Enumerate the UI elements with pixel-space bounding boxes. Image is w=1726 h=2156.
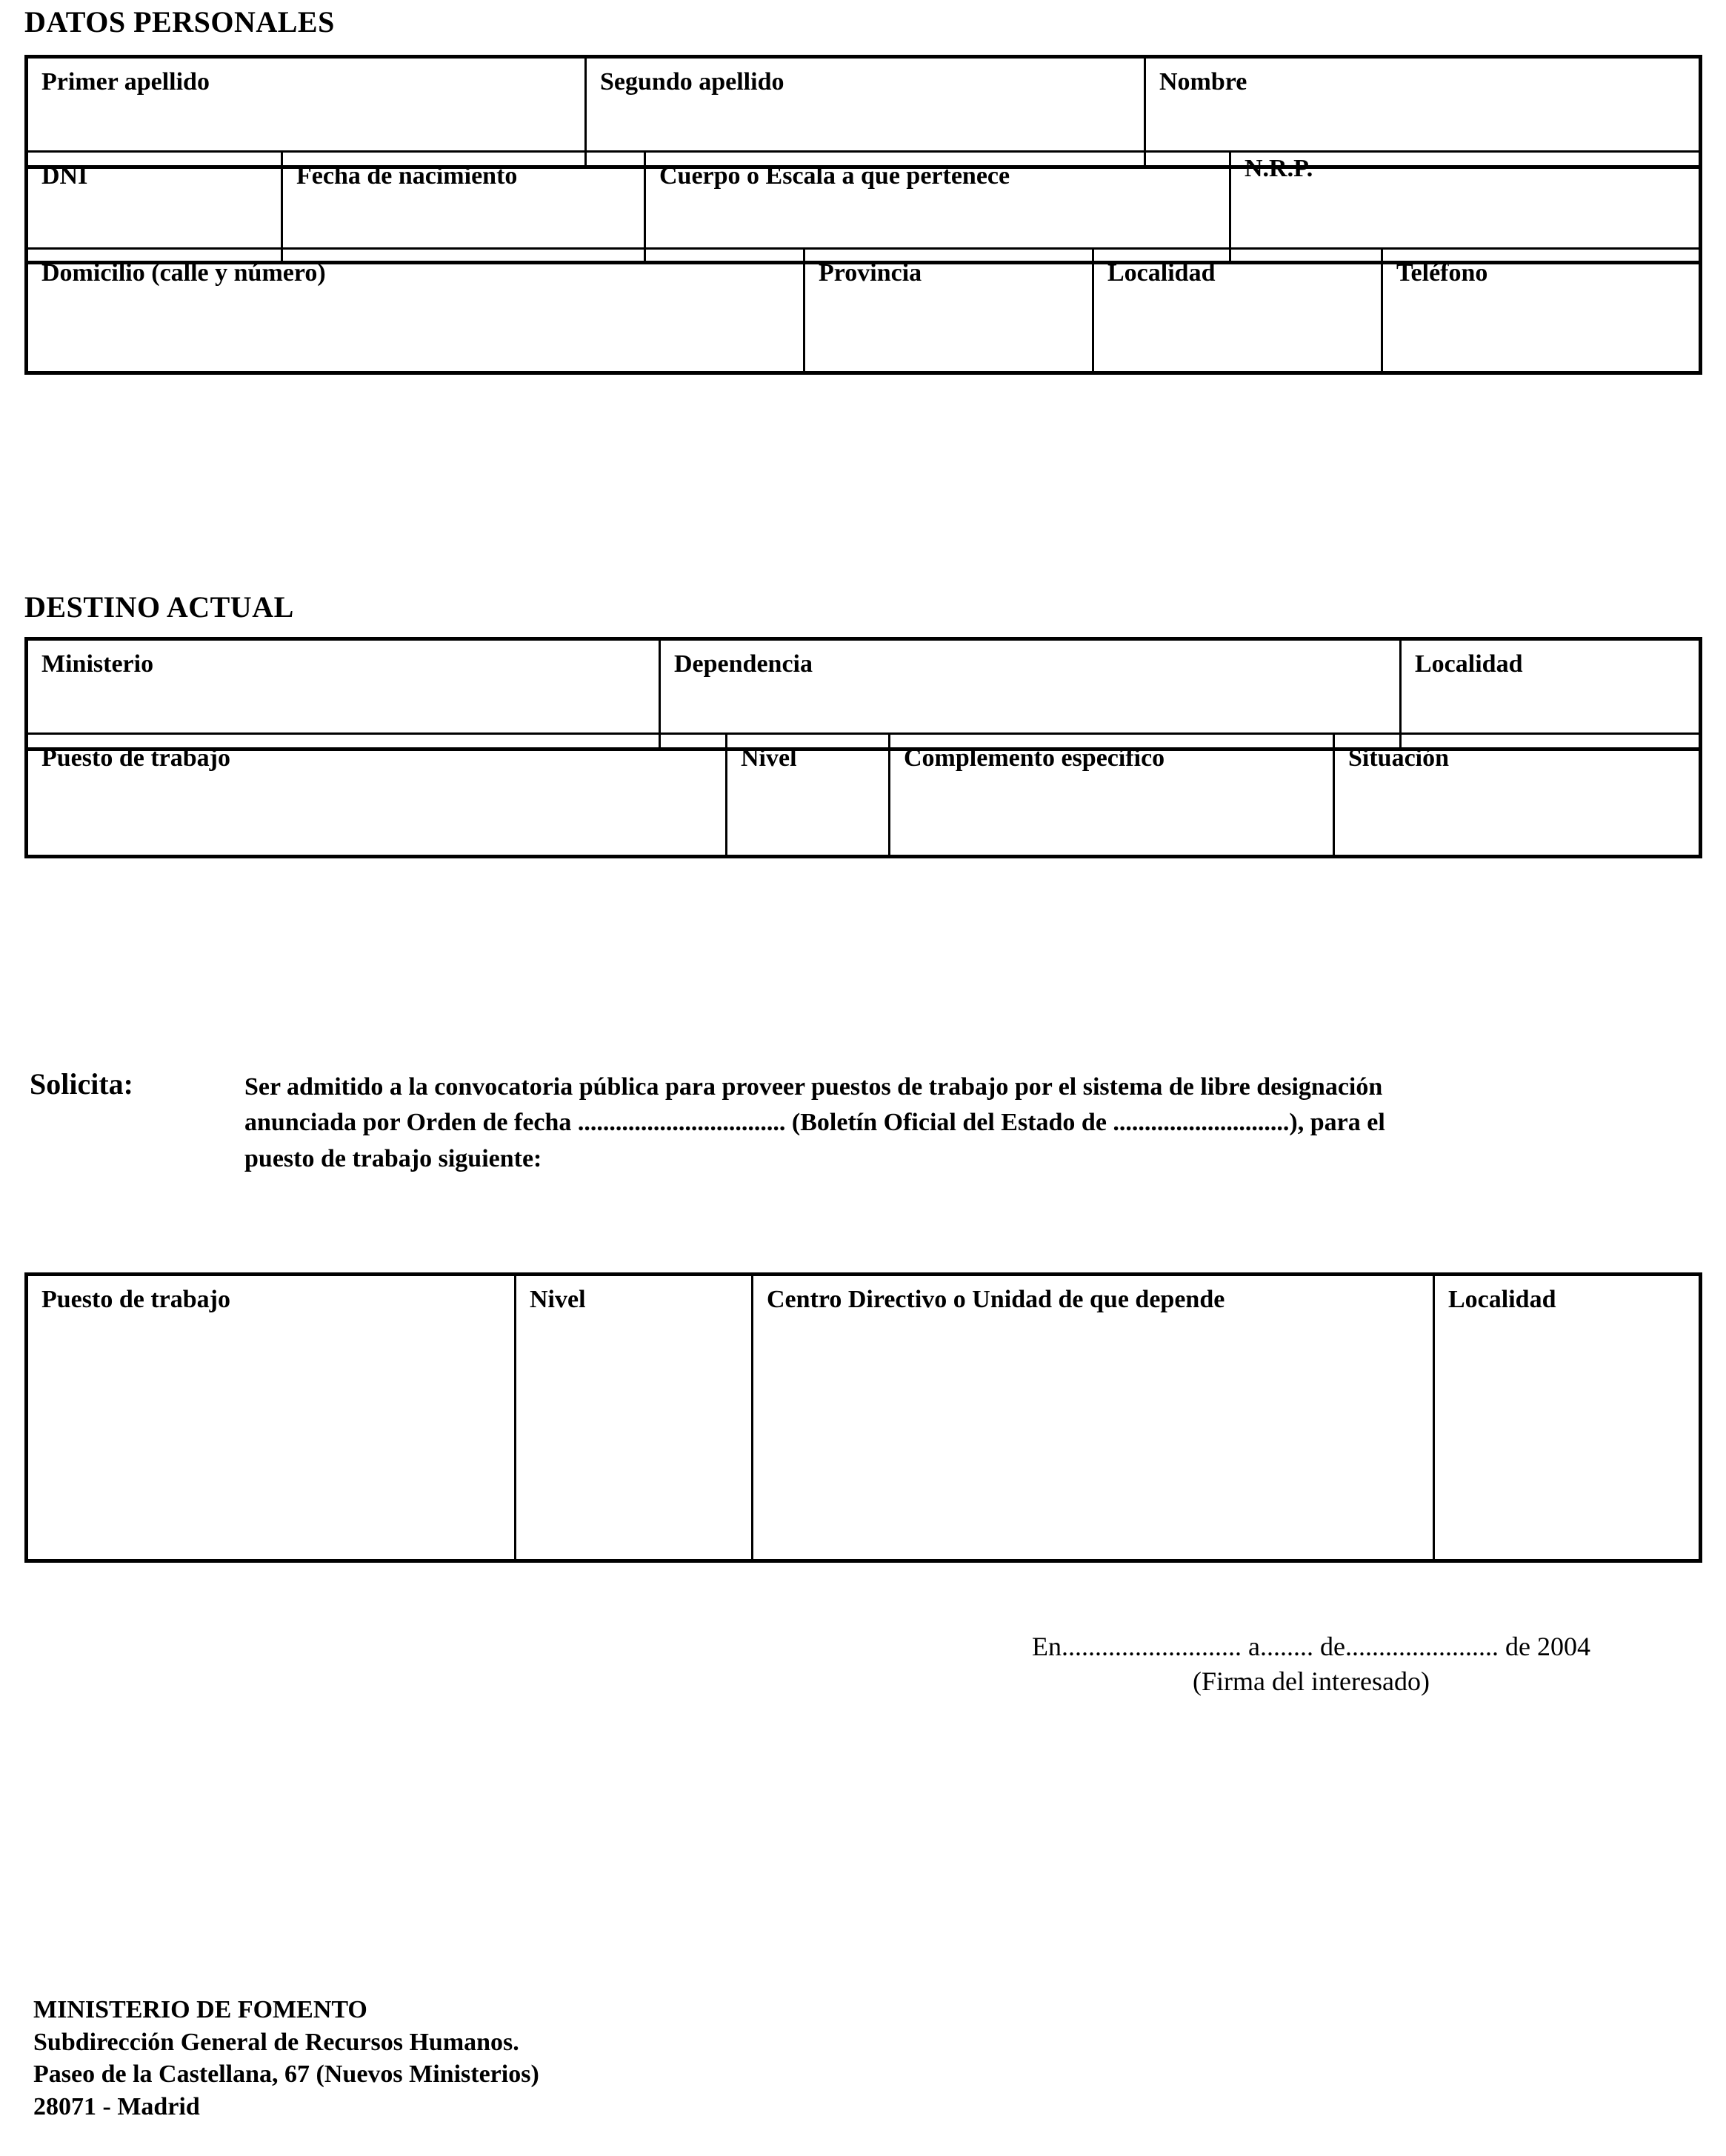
solicita-line-1: Ser admitido a la convocatoria pública para proveer puestos de trabajo por el sistema de libre designación [244,1073,1383,1101]
field-label: Nombre [1159,68,1247,96]
field-label: Puesto de trabajo [41,744,230,772]
table-puesto-solicitado [24,1272,1702,1563]
footer-address-block [33,1994,539,2123]
field-situacion[interactable] [1334,734,1701,857]
field-label: Fecha de nacimiento [296,162,518,190]
field-dni[interactable] [27,152,282,263]
field-label: N.R.P. [1244,155,1313,182]
field-nivel-actual[interactable] [727,734,890,857]
field-provincia[interactable] [804,249,1093,373]
field-label: Domicilio (calle y número) [41,259,326,287]
field-label: Teléfono [1396,259,1488,287]
field-domicilio[interactable] [27,249,804,373]
solicita-label: Solicita: [30,1067,133,1101]
field-label: Dependencia [674,650,813,678]
field-label: Nivel [741,744,797,772]
field-label: Localidad [1107,259,1216,287]
table-destino-actual-row2 [24,732,1702,858]
field-label: Provincia [819,259,922,287]
field-label: DNI [41,162,88,190]
table-row [27,734,1701,857]
footer-subdivision: Subdirección General de Recursos Humanos. [33,2028,519,2056]
field-label: Primer apellido [41,68,210,96]
table-datos-personales-row3 [24,247,1702,375]
field-localidad-solicitada[interactable] [1434,1275,1701,1561]
section-heading-destino-actual: DESTINO ACTUAL [24,590,294,624]
field-label: Cuerpo o Escala a que pertenece [659,162,1010,190]
section-heading-datos-personales: DATOS PERSONALES [24,5,335,39]
signature-date-line: En........................... a........ de....................... de 2004 [1032,1632,1590,1661]
field-centro-directivo[interactable] [753,1275,1434,1561]
field-cuerpo-escala[interactable] [645,152,1230,263]
field-label: Localidad [1448,1286,1556,1313]
footer-ministry: MINISTERIO DE FOMENTO [33,1996,367,2023]
solicita-paragraph [244,1069,1715,1177]
signature-interested-line: (Firma del interesado) [1193,1666,1430,1696]
field-nivel-solicitado[interactable] [516,1275,753,1561]
field-label: Ministerio [41,650,154,678]
footer-street: Paseo de la Castellana, 67 (Nuevos Ministerios) [33,2060,539,2089]
field-localidad[interactable] [1093,249,1382,373]
footer-postal-city: 28071 - Madrid [33,2092,200,2120]
field-label: Centro Directivo o Unidad de que depende [767,1286,1225,1313]
field-label: Nivel [530,1286,586,1313]
field-telefono[interactable] [1382,249,1701,373]
field-label: Localidad [1415,650,1523,678]
solicita-line-2: anunciada por Orden de fecha ................................. (Boletín Oficial del Estado de ............................), para el [244,1109,1385,1137]
field-fecha-nacimiento[interactable] [282,152,645,263]
field-label: Puesto de trabajo [41,1286,230,1313]
table-row [27,249,1701,373]
field-nrp[interactable] [1230,152,1701,263]
signature-block [911,1629,1711,1699]
field-puesto-trabajo-solicitado[interactable] [27,1275,516,1561]
table-row [27,152,1701,263]
field-complemento-especifico[interactable] [890,734,1334,857]
field-puesto-trabajo-actual[interactable] [27,734,727,857]
solicita-line-3: puesto de trabajo siguiente: [244,1144,542,1172]
table-row [27,1275,1701,1561]
field-label: Segundo apellido [600,68,784,96]
field-label: Situación [1348,744,1450,772]
field-label: Complemento específico [904,744,1165,772]
